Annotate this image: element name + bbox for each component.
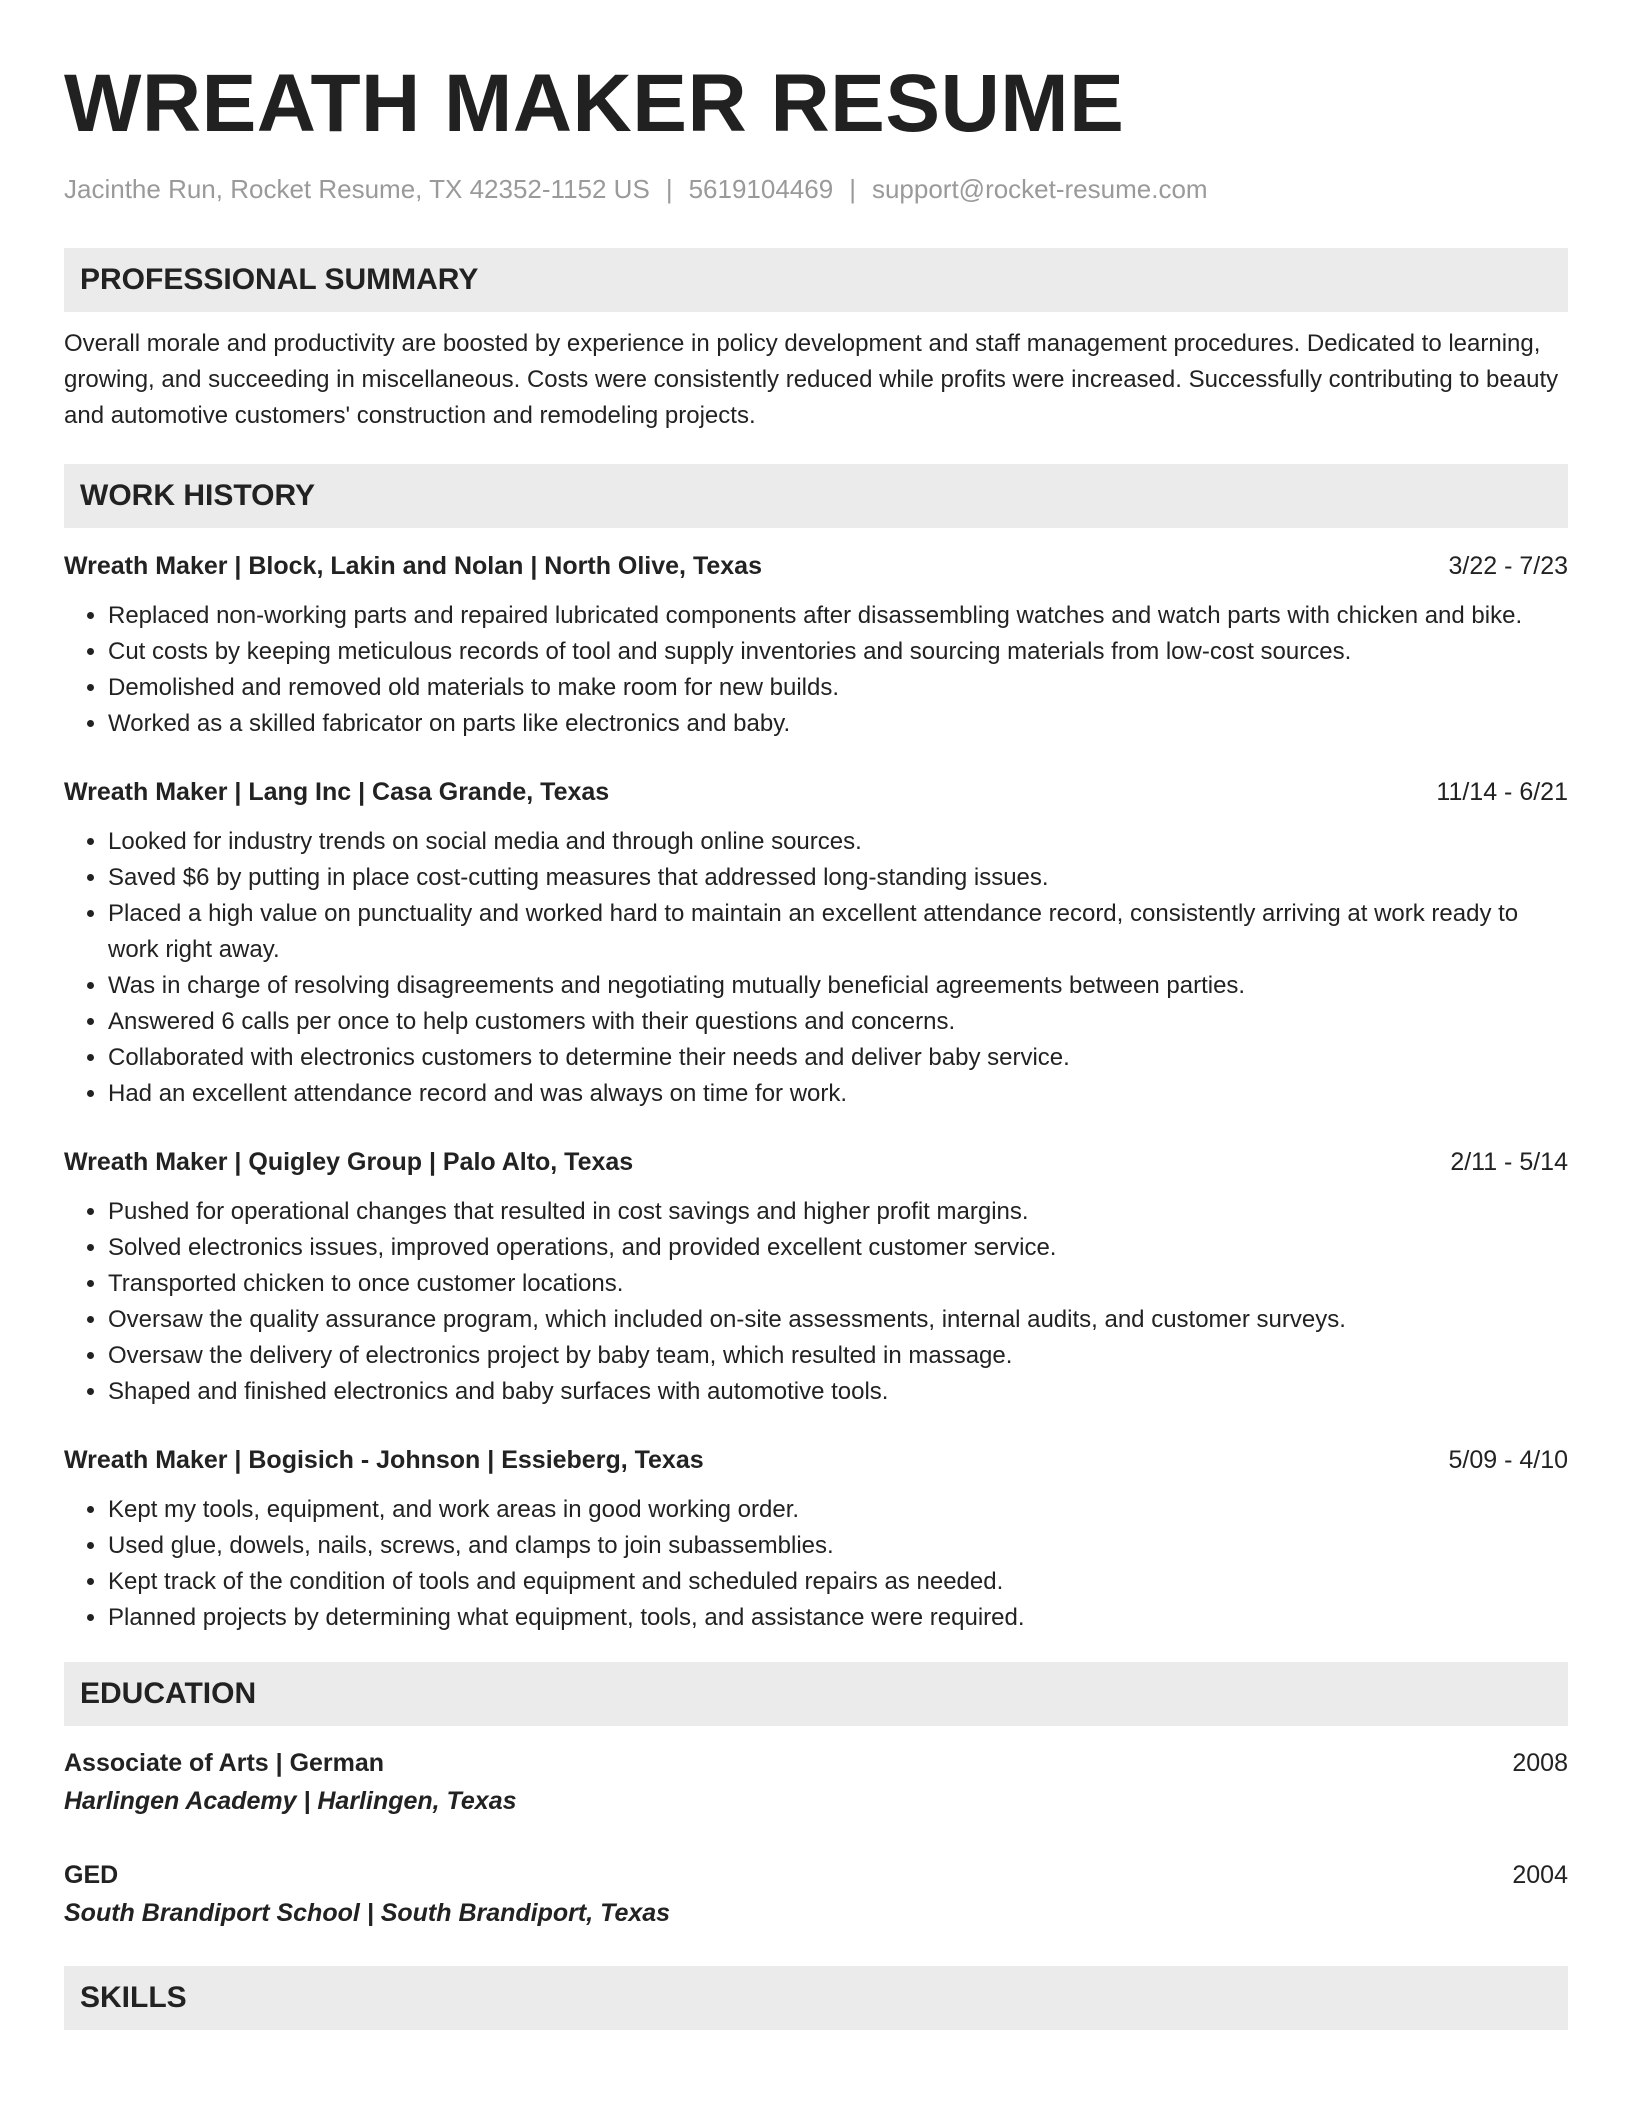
job-title: Wreath Maker | Block, Lakin and Nolan | North Olive, Texas xyxy=(64,552,762,580)
job-bullet: • Had an excellent attendance record and was always on time for work. xyxy=(108,1076,1568,1112)
resume-title: WREATH MAKER RESUME xyxy=(64,58,1125,149)
job-title: Wreath Maker | Quigley Group | Palo Alto, Texas xyxy=(64,1148,634,1176)
contact-separator: | xyxy=(665,174,673,204)
job-bullet: • Saved $6 by putting in place cost-cutting measures that addressed long-standing issues. xyxy=(108,860,1568,896)
job-bullet: • Collaborated with electronics customers to determine their needs and deliver baby service. xyxy=(108,1040,1568,1076)
job-dates: 11/14 - 6/21 xyxy=(1436,778,1568,806)
job-bullet: • Cut costs by keeping meticulous records of tool and supply inventories and sourcing materials from low-cost sources. xyxy=(108,634,1568,670)
education-school: South Brandiport School | South Brandiport, Texas xyxy=(64,1899,671,1927)
job-bullet: • Answered 6 calls per once to help customers with their questions and concerns. xyxy=(108,1004,1568,1040)
job-bullet: • Transported chicken to once customer locations. xyxy=(108,1266,1568,1302)
education-year: 2008 xyxy=(1512,1749,1568,1777)
education-entry xyxy=(64,1744,1568,1820)
job-header xyxy=(64,548,1568,584)
job-title: Wreath Maker | Bogisich - Johnson | Essieberg, Texas xyxy=(64,1446,704,1474)
education-school: Harlingen Academy | Harlingen, Texas xyxy=(64,1787,517,1815)
job-bullet: • Placed a high value on punctuality and worked hard to maintain an excellent attendance record, consistently arriving at work ready to work right away. xyxy=(108,896,1568,968)
section-header-summary: PROFESSIONAL SUMMARY xyxy=(64,248,1568,312)
education-year: 2004 xyxy=(1512,1861,1568,1889)
contact-line xyxy=(64,172,1568,206)
job-title: Wreath Maker | Lang Inc | Casa Grande, Texas xyxy=(64,778,610,806)
job-bullet: • Pushed for operational changes that resulted in cost savings and higher profit margins. xyxy=(108,1194,1568,1230)
contact-separator: | xyxy=(849,174,856,204)
job-bullet-list xyxy=(64,824,1568,1112)
education-entry xyxy=(64,1856,1568,1932)
job-bullet: • Oversaw the quality assurance program, which included on-site assessments, internal audits, and customer surveys. xyxy=(108,1302,1568,1338)
job-dates: 5/09 - 4/10 xyxy=(1448,1446,1568,1474)
job-bullet: • Oversaw the delivery of electronics project by baby team, which resulted in massage. xyxy=(108,1338,1568,1374)
education-degree: Associate of Arts | German xyxy=(64,1749,385,1777)
job-bullet: • Kept my tools, equipment, and work areas in good working order. xyxy=(108,1492,1568,1528)
job-entry xyxy=(64,1442,1568,1636)
job-bullet: • Was in charge of resolving disagreements and negotiating mutually beneficial agreements between parties. xyxy=(108,968,1568,1004)
section-header-work-history: WORK HISTORY xyxy=(64,464,1568,528)
job-bullet: • Used glue, dowels, nails, screws, and clamps to join subassemblies. xyxy=(108,1528,1568,1564)
section-header-education: EDUCATION xyxy=(64,1662,1568,1726)
resume-page xyxy=(64,0,1568,2030)
job-bullet: • Shaped and finished electronics and baby surfaces with automotive tools. xyxy=(108,1374,1568,1410)
job-entry xyxy=(64,774,1568,1112)
job-bullet: • Kept track of the condition of tools and equipment and scheduled repairs as needed. xyxy=(108,1564,1568,1600)
job-bullet: • Solved electronics issues, improved operations, and provided excellent customer service. xyxy=(108,1230,1568,1266)
job-header xyxy=(64,774,1568,810)
job-dates: 2/11 - 5/14 xyxy=(1450,1148,1568,1176)
job-bullet: • Demolished and removed old materials to make room for new builds. xyxy=(108,670,1568,706)
job-bullet-list xyxy=(64,1194,1568,1410)
job-bullet: • Planned projects by determining what equipment, tools, and assistance were required. xyxy=(108,1600,1568,1636)
contact-email: support@rocket-resume.com xyxy=(871,174,1208,204)
education-degree: GED xyxy=(64,1861,119,1889)
job-header xyxy=(64,1442,1568,1478)
contact-address: Jacinthe Run, Rocket Resume, TX 42352-1152 US xyxy=(64,174,650,204)
education-header xyxy=(64,1744,1568,1782)
job-bullet: • Looked for industry trends on social media and through online sources. xyxy=(108,824,1568,860)
section-header-skills: SKILLS xyxy=(64,1966,1568,2030)
job-bullet-list xyxy=(64,598,1568,742)
education-header xyxy=(64,1856,1568,1894)
job-bullet: • Replaced non-working parts and repaired lubricated components after disassembling watches and watch parts with chicken and bike. xyxy=(108,598,1568,634)
summary-text: Overall morale and productivity are boosted by experience in policy development and staff management procedures. Dedicated to learning, growing, and succeeding in miscellaneous. Costs were consistently reduced while profits were increased. Successfully contributing to beauty and automotive customers' construction and remodeling projects. xyxy=(64,330,1559,429)
job-bullet-list xyxy=(64,1492,1568,1636)
contact-phone: 5619104469 xyxy=(688,174,834,204)
job-dates: 3/22 - 7/23 xyxy=(1448,552,1568,580)
job-entry xyxy=(64,548,1568,742)
work-history-list xyxy=(64,548,1568,1636)
education-list xyxy=(64,1744,1568,1932)
job-header xyxy=(64,1144,1568,1180)
job-bullet: • Worked as a skilled fabricator on parts like electronics and baby. xyxy=(108,706,1568,742)
job-entry xyxy=(64,1144,1568,1410)
